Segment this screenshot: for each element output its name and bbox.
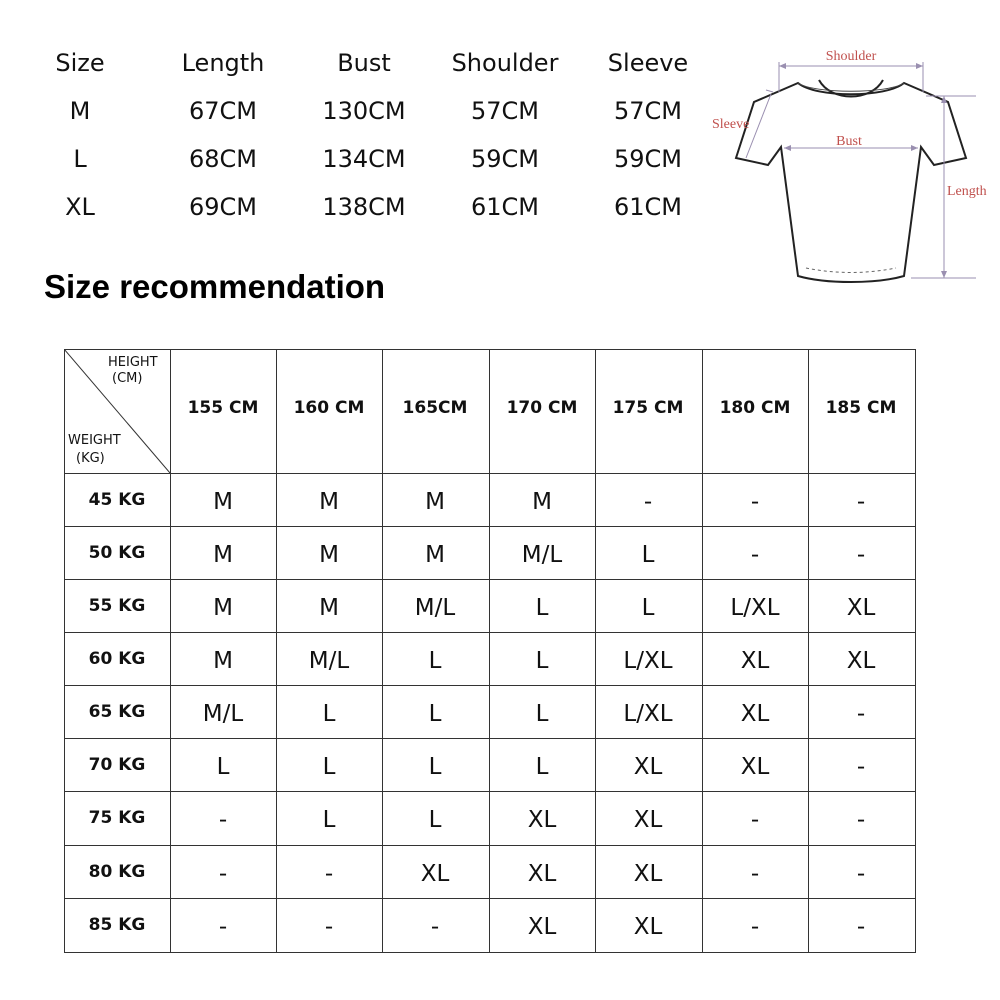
size-chart-header-shoulder: Shoulder [451, 49, 559, 77]
size-cell: L [641, 541, 655, 568]
grid-line [64, 579, 916, 580]
size-chart-header-length: Length [181, 49, 265, 77]
size-cell: M [425, 541, 445, 568]
grid-line [64, 685, 916, 686]
tshirt-outline [736, 83, 966, 282]
weight-label: 45 KG [88, 489, 146, 510]
tshirt-diagram [706, 40, 996, 290]
size-chart-cell: L [73, 145, 87, 173]
grid-line [64, 898, 916, 899]
height-header: 165CM [402, 398, 468, 418]
shoulder-label: Shoulder [825, 49, 877, 64]
size-cell: - [856, 700, 866, 727]
size-cell: L/XL [623, 647, 673, 674]
grid-line [64, 791, 916, 792]
size-cell: - [856, 914, 866, 940]
size-cell: L [428, 753, 442, 780]
size-cell: L [641, 594, 655, 621]
weight-label: 85 KG [88, 915, 146, 935]
height-header: 170 CM [506, 398, 578, 418]
weight-label: 60 KG [88, 648, 146, 669]
size-chart-cell: 69CM [188, 193, 257, 221]
size-cell: M [213, 594, 233, 621]
size-cell: - [750, 914, 760, 940]
size-chart-header-bust: Bust [337, 49, 391, 77]
size-cell: M [319, 488, 339, 515]
size-cell: L [428, 807, 442, 833]
size-cell: XL [740, 700, 770, 727]
height-header: 185 CM [825, 398, 897, 418]
size-cell: - [750, 807, 760, 833]
corner-height-label: HEIGHT [108, 355, 158, 370]
weight-label: 80 KG [88, 861, 146, 882]
weight-label: 70 KG [88, 754, 146, 775]
grid-line [64, 349, 916, 350]
size-cell: - [856, 753, 866, 780]
size-cell: XL [633, 807, 663, 833]
size-cell: M [213, 488, 233, 515]
size-cell: L [535, 753, 549, 780]
size-cell: - [218, 807, 228, 833]
size-chart-cell: 68CM [188, 145, 257, 173]
height-header: 175 CM [612, 398, 684, 418]
size-chart-cell: XL [65, 193, 95, 221]
size-chart-header-sleeve: Sleeve [607, 49, 689, 77]
size-chart-cell: 61CM [613, 193, 682, 221]
size-cell: M [319, 541, 339, 568]
size-chart-cell: 67CM [188, 97, 257, 125]
weight-label: 75 KG [88, 808, 146, 828]
size-cell: XL [633, 914, 663, 940]
size-cell: - [430, 914, 440, 940]
size-cell: XL [527, 860, 557, 887]
grid-line [64, 526, 916, 527]
size-cell: - [750, 488, 760, 515]
size-chart-cell: 59CM [613, 145, 682, 173]
weight-label: 50 KG [88, 542, 146, 563]
size-cell: L [322, 807, 336, 833]
size-cell: XL [846, 594, 876, 621]
height-header: 160 CM [293, 398, 365, 418]
size-cell: M [319, 594, 339, 621]
grid-line [64, 632, 916, 633]
size-cell: L [428, 647, 442, 674]
size-cell: - [750, 541, 760, 568]
size-cell: - [856, 541, 866, 568]
size-cell: - [324, 914, 334, 940]
grid-line [64, 845, 916, 846]
size-chart-cell: 138CM [322, 193, 406, 221]
size-recommendation-table [64, 349, 916, 953]
size-chart-cell: 57CM [470, 97, 539, 125]
size-cell: XL [527, 807, 557, 833]
size-cell: L [322, 700, 336, 727]
grid-line [64, 738, 916, 739]
size-cell: - [856, 860, 866, 887]
size-chart-cell: M [69, 97, 91, 125]
size-cell: M [213, 541, 233, 568]
size-cell: XL [420, 860, 450, 887]
size-cell: XL [633, 860, 663, 887]
size-cell: - [218, 914, 228, 940]
height-header: 180 CM [719, 398, 791, 418]
size-cell: L [322, 753, 336, 780]
size-cell: M [532, 488, 552, 515]
corner-weight-label: WEIGHT [68, 433, 121, 448]
size-cell: L/XL [623, 700, 673, 727]
grid-line [915, 349, 916, 953]
size-chart-cell: 61CM [470, 193, 539, 221]
size-cell: - [324, 860, 334, 887]
size-cell: M [213, 647, 233, 674]
size-cell: L/XL [730, 594, 780, 621]
size-cell: M/L [414, 594, 456, 621]
size-cell: L [535, 647, 549, 674]
size-recommendation-title: Size recommendation [44, 268, 386, 305]
corner-weight-unit: (KG) [76, 451, 105, 466]
length-label: Length [947, 184, 987, 199]
size-cell: - [856, 488, 866, 515]
size-chart-cell: 57CM [613, 97, 682, 125]
size-cell: L [428, 700, 442, 727]
corner-height-unit: (CM) [112, 371, 143, 386]
size-chart-cell: 130CM [322, 97, 406, 125]
size-cell: M/L [308, 647, 350, 674]
size-cell: XL [527, 914, 557, 940]
size-chart-cell: 134CM [322, 145, 406, 173]
sleeve-label: Sleeve [712, 117, 750, 132]
size-cell: XL [740, 647, 770, 674]
height-header: 155 CM [187, 398, 259, 418]
grid-line [64, 952, 916, 953]
size-cell: M/L [202, 700, 244, 727]
size-chart [0, 0, 720, 240]
size-cell: XL [846, 647, 876, 674]
size-cell: L [216, 753, 230, 780]
grid-line [64, 473, 916, 474]
size-cell: - [643, 488, 653, 515]
bust-label: Bust [836, 134, 862, 149]
size-cell: XL [740, 753, 770, 780]
size-chart-cell: 59CM [470, 145, 539, 173]
size-cell: - [750, 860, 760, 887]
size-cell: - [856, 807, 866, 833]
size-cell: L [535, 700, 549, 727]
size-cell: - [218, 860, 228, 887]
weight-label: 65 KG [88, 701, 146, 722]
size-cell: L [535, 594, 549, 621]
weight-label: 55 KG [88, 595, 146, 616]
size-chart-header-size: Size [55, 49, 105, 77]
size-cell: M/L [521, 541, 563, 568]
size-cell: M [425, 488, 445, 515]
size-cell: XL [633, 753, 663, 780]
